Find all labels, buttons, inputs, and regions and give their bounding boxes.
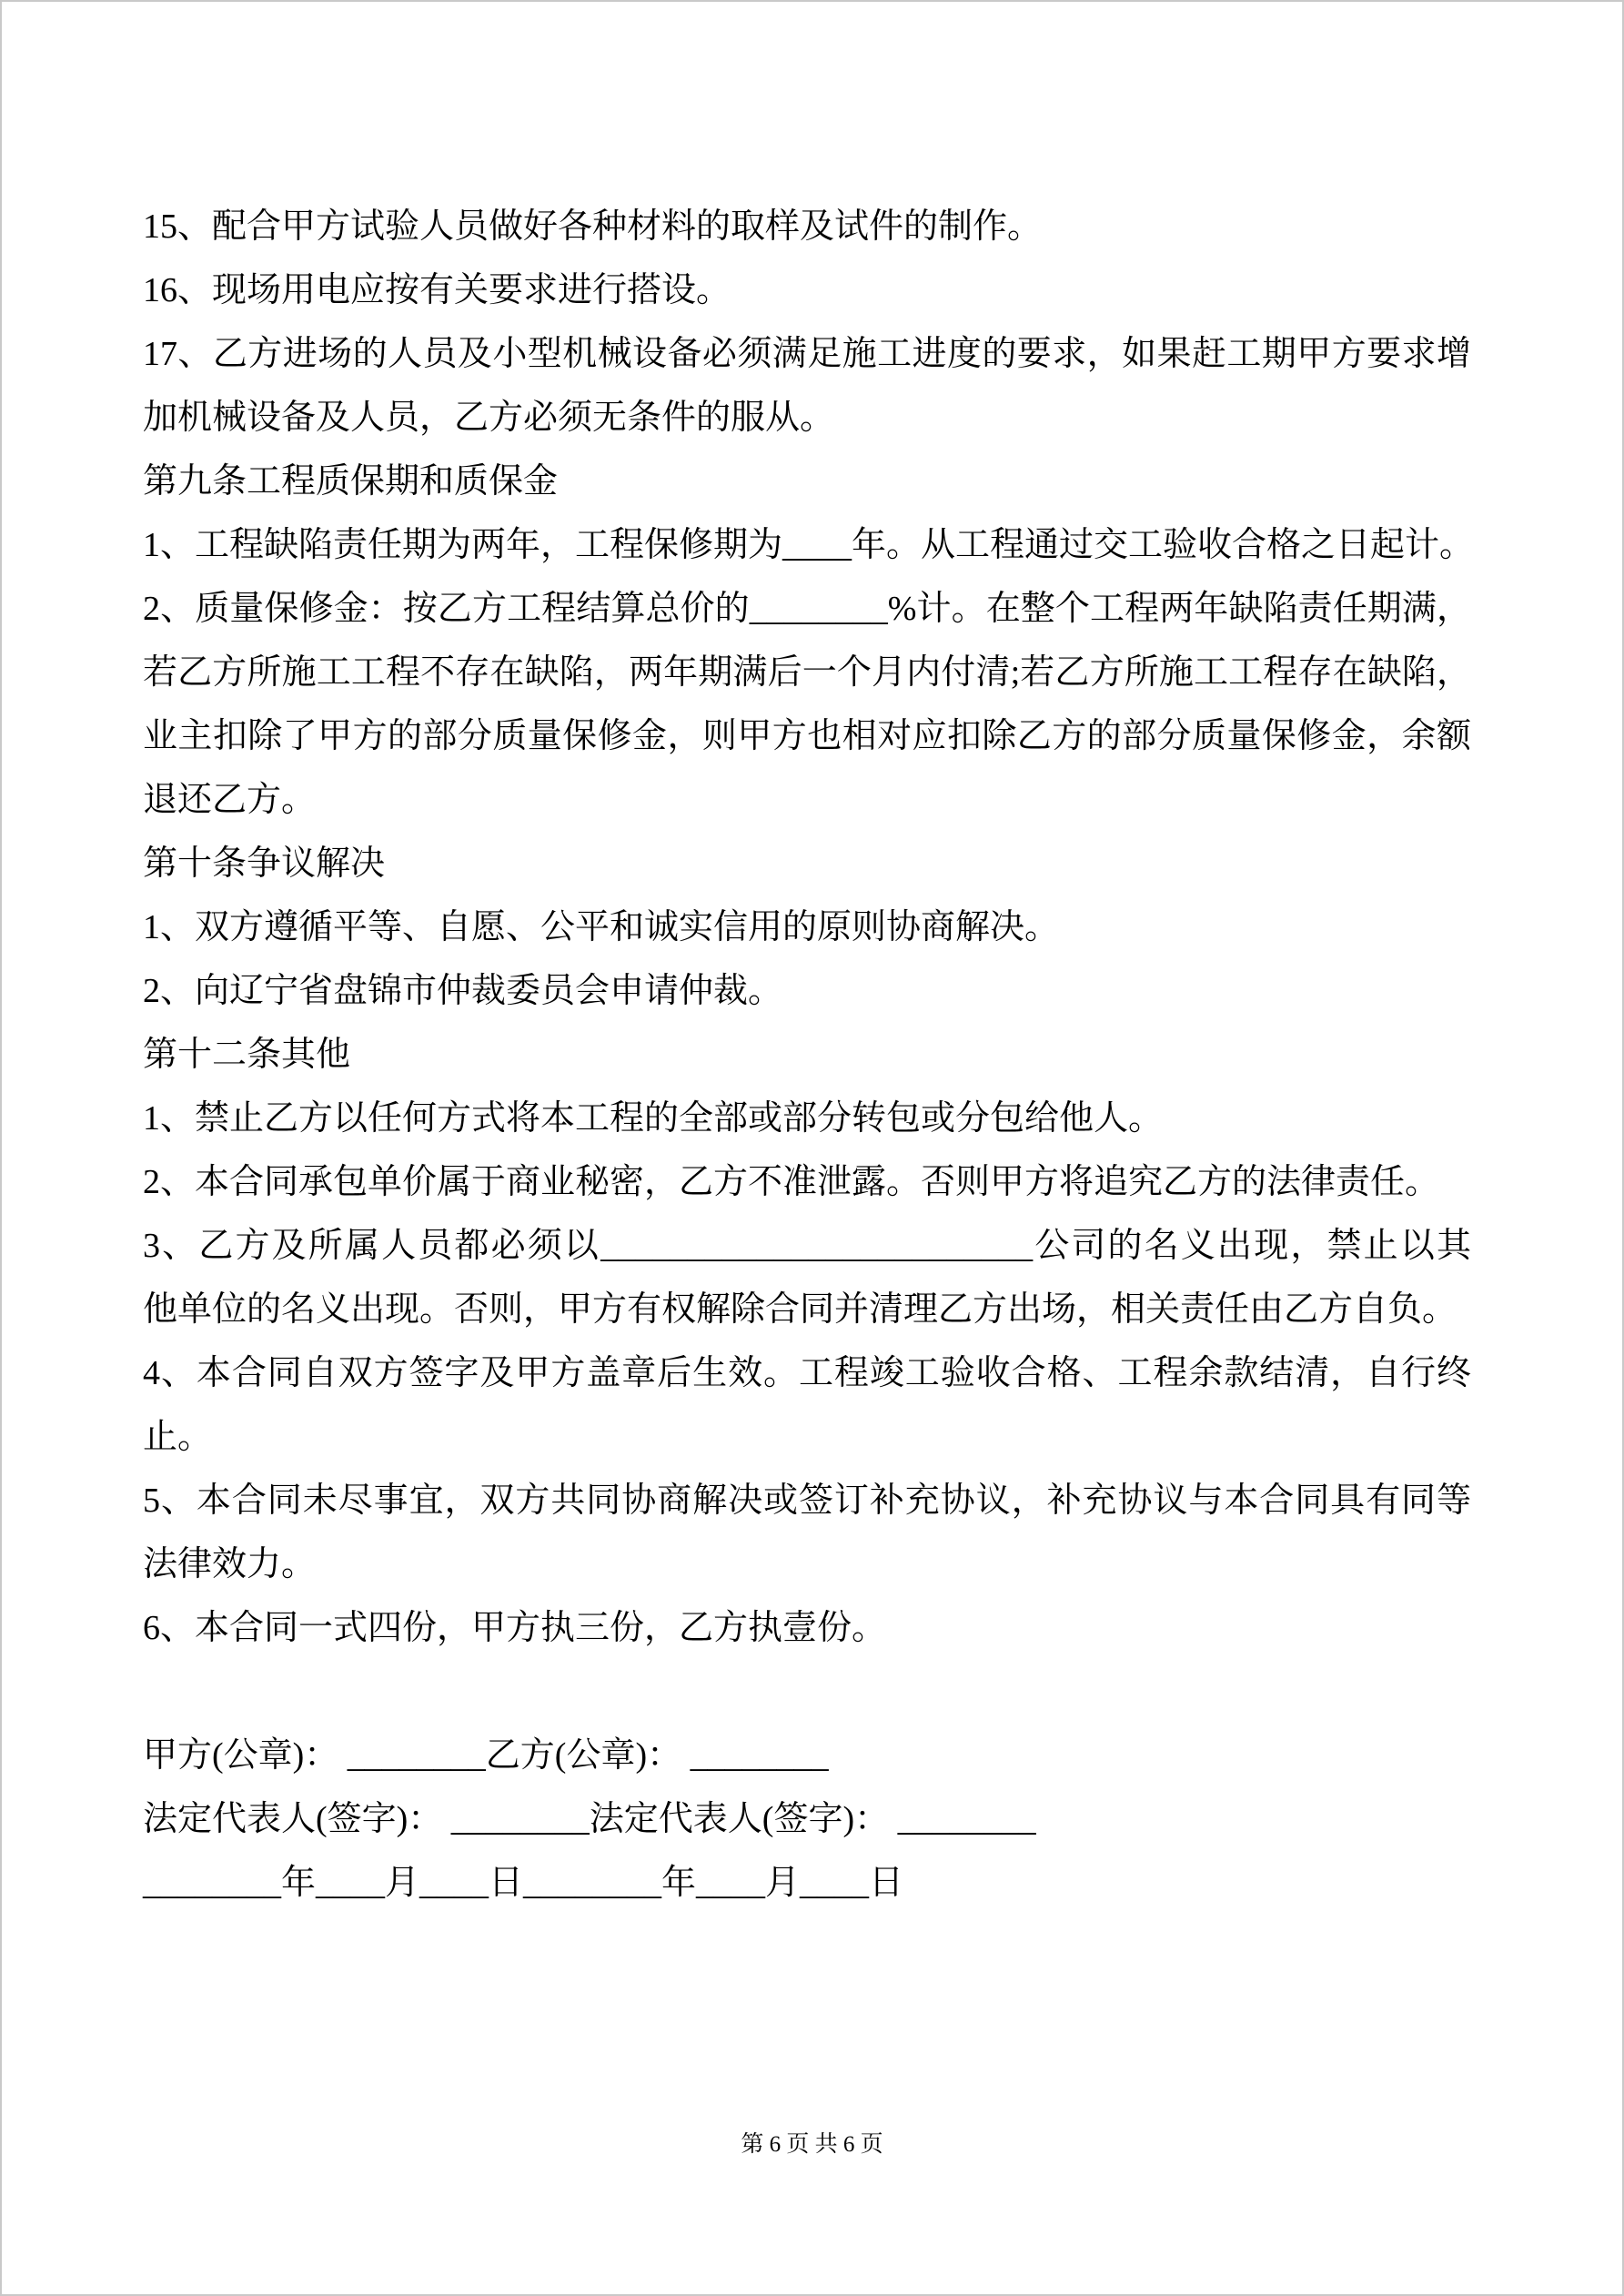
text-line: 1、工程缺陷责任期为两年，工程保修期为____年。从工程通过交工验收合格之日起计。	[143, 526, 1475, 564]
text-line: 若乙方所施工工程不存在缺陷，两年期满后一个月内付清;若乙方所施工工程存在缺陷，	[143, 653, 1471, 692]
text-line: ________年____月____日________年____月____日	[143, 1864, 904, 1902]
text-line	[143, 1660, 1471, 1724]
text-line: 第十二条其他	[143, 1036, 351, 1074]
text-line: 15、配合甲方试验人员做好各种材料的取样及试件的制作。	[143, 207, 1043, 246]
text-line: 6、本合同一式四份，甲方执三份，乙方执壹份。	[143, 1609, 887, 1647]
text-line: 退还乙方。	[143, 781, 317, 819]
document-body	[143, 195, 1475, 1915]
text-line: 17、乙方进场的人员及小型机械设备必须满足施工进度的要求，如果赶工期甲方要求增	[143, 335, 1471, 373]
text-line: 3、乙方及所属人员都必须以_________________________公司的名义出现，禁止以其	[143, 1227, 1471, 1265]
text-line: 4、本合同自双方签字及甲方盖章后生效。工程竣工验收合格、工程余款结清，自行终	[143, 1354, 1471, 1392]
text-line: 止。	[143, 1418, 213, 1456]
text-line: 16、现场用电应按有关要求进行搭设。	[143, 271, 731, 309]
text-line: 第十条争议解决	[143, 845, 386, 883]
page-number-footer: 第 6 页 共 6 页	[741, 2132, 883, 2157]
text-line: 甲方(公章)： ________乙方(公章)： ________	[143, 1736, 829, 1775]
text-line: 法定代表人(签字)： ________法定代表人(签字)： ________	[143, 1800, 1036, 1838]
text-line: 第九条工程质保期和质保金	[143, 462, 559, 501]
text-line: 法律效力。	[143, 1545, 317, 1583]
text-line: 业主扣除了甲方的部分质量保修金，则甲方也相对应扣除乙方的部分质量保修金，余额	[143, 717, 1471, 755]
text-line: 5、本合同未尽事宜，双方共同协商解决或签订补充协议，补充协议与本合同具有同等	[143, 1482, 1471, 1520]
text-line: 1、双方遵循平等、自愿、公平和诚实信用的原则协商解决。	[143, 908, 1060, 946]
text-line: 2、向辽宁省盘锦市仲裁委员会申请仲裁。	[143, 972, 783, 1010]
text-line: 2、质量保修金：按乙方工程结算总价的________%计。在整个工程两年缺陷责任期满，	[143, 590, 1471, 628]
text-line: 加机械设备及人员，乙方必须无条件的服从。	[143, 399, 835, 437]
text-line: 2、本合同承包单价属于商业秘密，乙方不准泄露。否则甲方将追究乙方的法律责任。	[143, 1163, 1440, 1201]
text-line: 1、禁止乙方以任何方式将本工程的全部或部分转包或分包给他人。	[143, 1099, 1164, 1138]
text-line: 他单位的名义出现。否则，甲方有权解除合同并清理乙方出场，相关责任由乙方自负。	[143, 1290, 1458, 1329]
